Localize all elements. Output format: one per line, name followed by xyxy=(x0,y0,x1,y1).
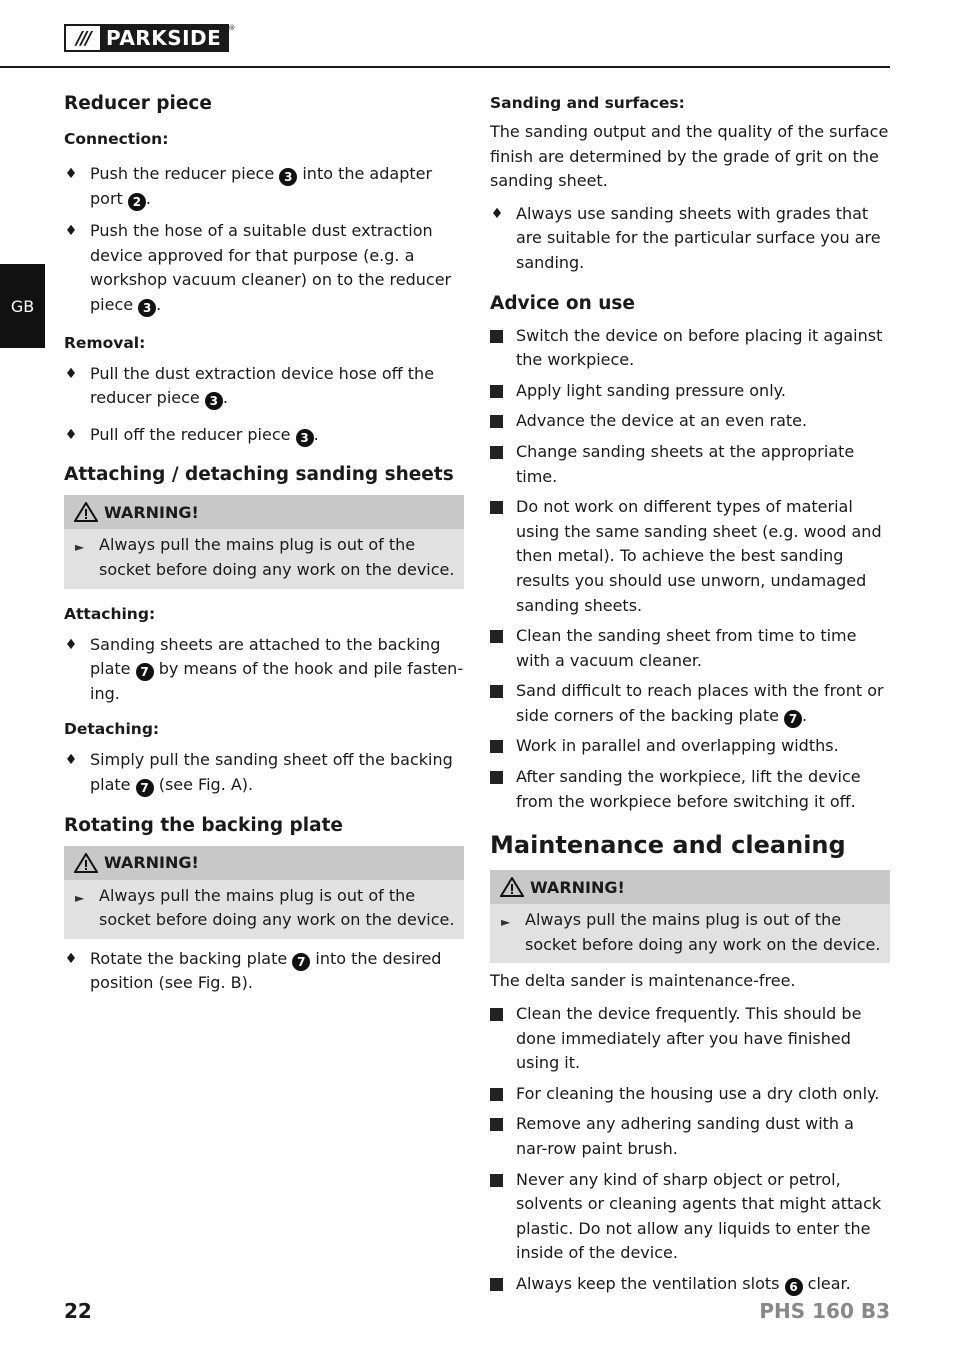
list-item: ♦ Simply pull the sanding sheet off the backing plate 7 (see Fig. A). xyxy=(64,750,453,795)
list-item: ♦ Sanding sheets are attached to the backing plate 7 by means of the hook and pile fasten-ing. xyxy=(64,634,464,703)
square-bullet-icon xyxy=(490,771,503,784)
warning-text: ► Always pull the mains plug is out of the socket before doing any work on the device. xyxy=(501,910,881,954)
attaching-label: Attaching: xyxy=(64,604,156,623)
arrow-bullet-icon: ► xyxy=(75,540,85,555)
warning-header: WARNING! xyxy=(64,846,464,880)
section-title-reducer: Reducer piece xyxy=(64,93,212,114)
section-title-attach: Attaching / detaching sanding sheets xyxy=(64,464,454,486)
list-item: ♦ Rotate the backing plate 7 into the desired position (see Fig. B). xyxy=(64,948,442,993)
part-number-icon: 7 xyxy=(784,710,802,728)
square-bullet-icon xyxy=(490,501,503,514)
diamond-bullet-icon: ♦ xyxy=(64,950,78,967)
list-item: Sand difficult to reach places with the front or side corners of the backing plate 7 . xyxy=(490,679,890,728)
parkside-logo xyxy=(64,24,236,52)
warning-header: WARNING! xyxy=(64,495,464,529)
diamond-bullet-icon: ♦ xyxy=(490,205,504,222)
model-number: PHS 160 B3 xyxy=(759,1299,890,1323)
sanding-list xyxy=(490,202,890,276)
header-rule xyxy=(0,66,890,68)
warning-box xyxy=(490,870,890,963)
square-bullet-icon xyxy=(490,1118,503,1131)
list-item: Do not work on different types of material using the same sanding sheet (e.g. wood and then metal). To achieve the best sanding results you should use unworn, undamaged sanding sheets. xyxy=(490,495,890,618)
warning-box xyxy=(64,846,464,939)
section-title-maintenance: Maintenance and cleaning xyxy=(490,831,846,860)
logo-slashes: /// xyxy=(66,26,100,50)
maintenance-list xyxy=(490,1002,890,1297)
warning-triangle-icon xyxy=(74,502,98,522)
part-number-icon: 6 xyxy=(785,1278,803,1296)
list-item: Work in parallel and overlapping widths. xyxy=(490,734,890,759)
square-bullet-icon xyxy=(490,740,503,753)
square-bullet-icon xyxy=(490,1174,503,1187)
detaching-label: Detaching: xyxy=(64,720,160,739)
connection-list xyxy=(64,162,464,318)
square-bullet-icon xyxy=(490,685,503,698)
part-number-icon: 3 xyxy=(279,168,297,186)
list-item: Change sanding sheets at the appropriate time. xyxy=(490,440,890,489)
detaching-list xyxy=(64,748,464,797)
list-item: Switch the device on before placing it against the workpiece. xyxy=(490,324,890,373)
arrow-bullet-icon: ► xyxy=(501,915,511,930)
arrow-bullet-icon: ► xyxy=(75,890,85,905)
part-number-icon: 3 xyxy=(138,299,156,317)
advice-list xyxy=(490,324,890,815)
square-bullet-icon xyxy=(490,330,503,343)
warning-box xyxy=(64,495,464,588)
warning-text: ► Always pull the mains plug is out of the socket before doing any work on the device. xyxy=(75,885,455,930)
warning-header: WARNING! xyxy=(490,870,890,904)
warning-triangle-icon xyxy=(74,853,98,873)
diamond-bullet-icon: ♦ xyxy=(64,166,78,182)
list-item: Clean the device frequently. This should be done immediately after you have finished using it. xyxy=(490,1002,890,1076)
list-item: Apply light sanding pressure only. xyxy=(490,379,890,404)
logo-registered: ® xyxy=(228,24,236,32)
part-number-icon: 7 xyxy=(136,663,154,681)
list-item: Always keep the ventilation slots 6 clear. xyxy=(490,1272,890,1297)
part-number-icon: 3 xyxy=(205,392,223,410)
removal-label: Removal: xyxy=(64,333,146,352)
sanding-label: Sanding and surfaces: xyxy=(490,94,685,112)
warning-text: ► Always pull the mains plug is out of the socket before doing any work on the device. xyxy=(75,535,455,579)
list-item: For cleaning the housing use a dry cloth only. xyxy=(490,1082,890,1107)
diamond-bullet-icon: ♦ xyxy=(64,752,78,769)
square-bullet-icon xyxy=(490,630,503,643)
removal-list xyxy=(64,362,464,448)
diamond-bullet-icon: ♦ xyxy=(64,365,78,382)
square-bullet-icon xyxy=(490,1278,503,1291)
list-item: Never any kind of sharp object or petrol, solvents or cleaning agents that might attack plastic. Do not allow any liquids to enter the inside of the device. xyxy=(490,1168,890,1266)
warning-triangle-icon xyxy=(500,877,524,897)
page-number: 22 xyxy=(64,1299,92,1323)
sanding-text: The sanding output and the quality of the surface finish are determined by the grade of grit on the sanding sheet. xyxy=(490,122,889,191)
part-number-icon: 3 xyxy=(296,429,314,447)
list-item: ♦ Push the reducer piece 3 into the adapter port 2 . xyxy=(64,164,433,209)
diamond-bullet-icon: ♦ xyxy=(64,636,78,653)
diamond-bullet-icon: ♦ xyxy=(64,426,78,443)
list-item: Clean the sanding sheet from time to time with a vacuum cleaner. xyxy=(490,624,890,673)
square-bullet-icon xyxy=(490,446,503,459)
list-item: ♦ Pull the dust extraction device hose off the reducer piece 3 . xyxy=(64,363,435,409)
square-bullet-icon xyxy=(490,385,503,398)
list-item: ♦ Pull off the reducer piece 3 . xyxy=(64,423,464,448)
list-item: ♦ Always use sanding sheets with grades that are suitable for the particular surface you are sanding. xyxy=(490,203,881,272)
maintenance-text: The delta sander is maintenance-free. xyxy=(490,971,796,991)
part-number-icon: 7 xyxy=(292,953,310,971)
section-title-rotate: Rotating the backing plate xyxy=(64,814,343,836)
left-column xyxy=(64,92,464,1004)
list-item: Advance the device at an even rate. xyxy=(490,409,890,434)
language-tab: GB xyxy=(0,264,45,348)
square-bullet-icon xyxy=(490,1088,503,1101)
square-bullet-icon xyxy=(490,415,503,428)
logo-brand: PARKSIDE xyxy=(106,26,222,50)
part-number-icon: 2 xyxy=(128,193,146,211)
connection-label: Connection: xyxy=(64,130,169,148)
list-item: Remove any adhering sanding dust with a nar-row paint brush. xyxy=(490,1112,890,1161)
right-column xyxy=(490,92,890,1303)
part-number-icon: 7 xyxy=(136,779,154,797)
section-title-advice: Advice on use xyxy=(490,292,635,314)
rotate-list xyxy=(64,947,464,996)
diamond-bullet-icon: ♦ xyxy=(64,223,78,240)
attaching-list xyxy=(64,633,464,707)
list-item: After sanding the workpiece, lift the device from the workpiece before switching it off. xyxy=(490,765,890,814)
square-bullet-icon xyxy=(490,1008,503,1021)
list-item: ♦ Push the hose of a suitable dust extraction device approved for that purpose (e.g. a workshop vacuum cleaner) on to the reducer piece 3 . xyxy=(64,221,452,315)
